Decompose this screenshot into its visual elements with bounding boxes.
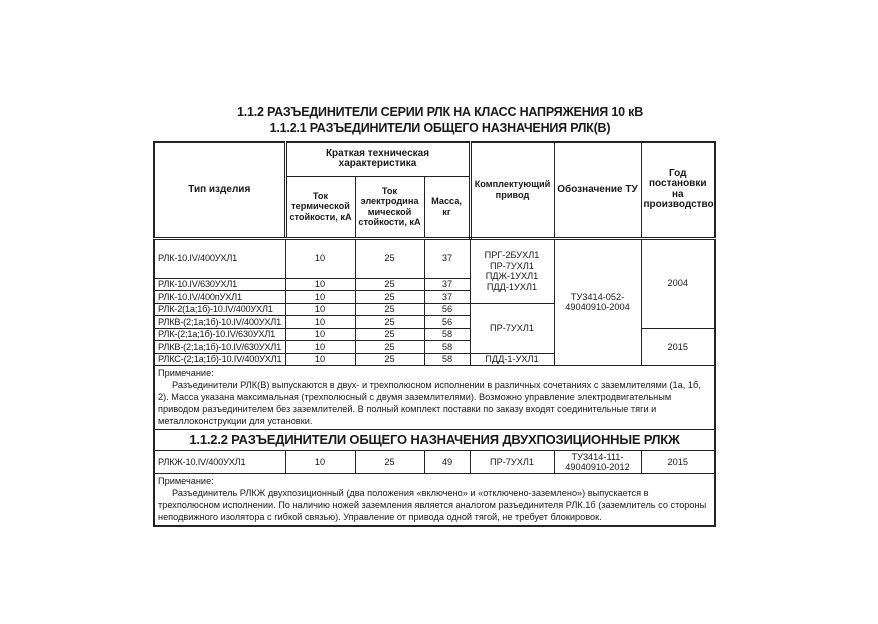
note-label: Примечание: [158,476,214,486]
header-type: Тип изделия [154,142,285,238]
header-year: Год постановки на производство [641,142,715,238]
table-row [154,238,715,278]
cell-mass: 58 [424,341,470,354]
tu-line: 49040910-2004 [565,302,630,313]
cell-type: РЛК-10.IV/630УХЛ1 [154,278,285,291]
note-row-1 [154,366,715,430]
cell-type: РЛКЖ-10.IV/400УХЛ1 [154,451,285,474]
drive-line: ПРГ-2БУХЛ1 [484,250,540,260]
cell-dynamic: 25 [355,341,424,354]
header-tu: Обозначение ТУ [554,142,641,238]
cell-type: РЛК-2(1а;1б)-10.IV/400УХЛ1 [154,303,285,316]
cell-thermal: 10 [285,278,355,291]
cell-thermal: 10 [285,291,355,304]
cell-type: РЛК-(2;1а;1б)-10.IV/630УХЛ1 [154,328,285,341]
cell-type: РЛКВ-(2;1а;1б)-10.IV/400УХЛ1 [154,316,285,329]
note-label: Примечание: [158,368,214,378]
cell-thermal: 10 [285,316,355,329]
cell-mass: 37 [424,291,470,304]
cell-dynamic: 25 [355,328,424,341]
cell-year: 2015 [641,451,715,474]
note-2 [154,474,715,527]
tu-line: 49040910-2012 [565,462,630,472]
note-text: Разъединители РЛК(В) выпускаются в двух- и трехполюсном исполнении в различных сочетаниях с заземлителями (1а, 1б, 2). Масса указана максимальная (трехполюсный с двумя заземлителями). Возможно управление электродвигательным приводом разъединителем без заземлителей. В полный комплект поставки по заказу входят соединительные тяги и металлоконструкции для установки. [158,380,701,426]
cell-mass: 56 [424,303,470,316]
tu-line: ТУ3414-111- [571,451,624,462]
cell-dynamic: 25 [355,278,424,291]
cell-dynamic: 25 [355,451,424,474]
section-title: 1.1.2 РАЗЪЕДИНИТЕЛИ СЕРИИ РЛК НА КЛАСС НАПРЯЖЕНИЯ 10 кВ [236,105,644,119]
cell-mass: 56 [424,316,470,329]
header-drive: Комплектующий привод [470,142,554,238]
cell-drive-group-3: ПДД-1-УХЛ1 [470,353,554,366]
document-titles [150,104,730,136]
cell-tu [554,238,641,366]
cell-thermal: 10 [285,341,355,354]
header-mass: Масса, кг [424,176,470,238]
cell-thermal: 10 [285,451,355,474]
header-brief-specs: Краткая техническая характеристика [285,142,470,176]
cell-type: РЛКС-(2;1а;1б)-10.IV/400УХЛ1 [154,353,285,366]
cell-type: РЛК-10.IV/400пУХЛ1 [154,291,285,304]
products-table-wrap [153,141,714,527]
cell-dynamic: 25 [355,353,424,366]
header-row [154,142,715,176]
header-dynamic-current: Ток электродина мической стойкости, кА [355,176,424,238]
cell-thermal: 10 [285,238,355,278]
cell-thermal: 10 [285,353,355,366]
cell-year-2015: 2015 [641,328,715,366]
note-text-wrap [158,487,711,523]
drive-line: ПДЖ-1УХЛ1 [485,271,539,281]
section2-title-row [154,430,715,451]
note-text: Разъединитель РЛКЖ двухпозиционный (два положения «включено» и «отключено-заземлено») выпускается в трехполюсном исполнении. По наличию ножей заземления является аналогом разъединителя РЛК.1б (заземлитель со стороны неподвижного изолятора с гибкой связью). Управление от привода одной тягой, не требует блокировок. [158,488,707,522]
note-text-wrap [158,379,711,427]
products-table [153,141,716,527]
cell-drive-group-2: ПР-7УХЛ1 [470,303,554,353]
cell-dynamic: 25 [355,316,424,329]
cell-drive: ПР-7УХЛ1 [470,451,554,474]
cell-mass: 58 [424,353,470,366]
cell-dynamic: 25 [355,291,424,304]
cell-dynamic: 25 [355,238,424,278]
cell-type: РЛКВ-(2;1а;1б)-10.IV/630УХЛ1 [154,341,285,354]
section2-title: 1.1.2.2 РАЗЪЕДИНИТЕЛИ ОБЩЕГО НАЗНАЧЕНИЯ ДВУХПОЗИЦИОННЫЕ РЛКЖ [154,430,715,451]
drive-line: ПДД-1УХЛ1 [486,281,538,292]
table-row [154,451,715,474]
subsection-title: 1.1.2.1 РАЗЪЕДИНИТЕЛИ ОБЩЕГО НАЗНАЧЕНИЯ РЛК(В) [269,121,611,135]
cell-drive-group-1 [470,238,554,303]
tu-line: ТУ3414-052- [570,291,625,302]
header-thermal-current: Ток термической стойкости, кА [285,176,355,238]
cell-mass: 37 [424,238,470,278]
cell-dynamic: 25 [355,303,424,316]
cell-thermal: 10 [285,303,355,316]
note-row-2 [154,474,715,527]
cell-type: РЛК-10.IV/400УХЛ1 [154,238,285,278]
cell-tu [554,451,641,474]
cell-thermal: 10 [285,328,355,341]
cell-mass: 49 [424,451,470,474]
cell-year-2004: 2004 [641,238,715,328]
cell-mass: 58 [424,328,470,341]
drive-line: ПР-7УХЛ1 [489,260,534,271]
cell-mass: 37 [424,278,470,291]
note-1 [154,366,715,430]
